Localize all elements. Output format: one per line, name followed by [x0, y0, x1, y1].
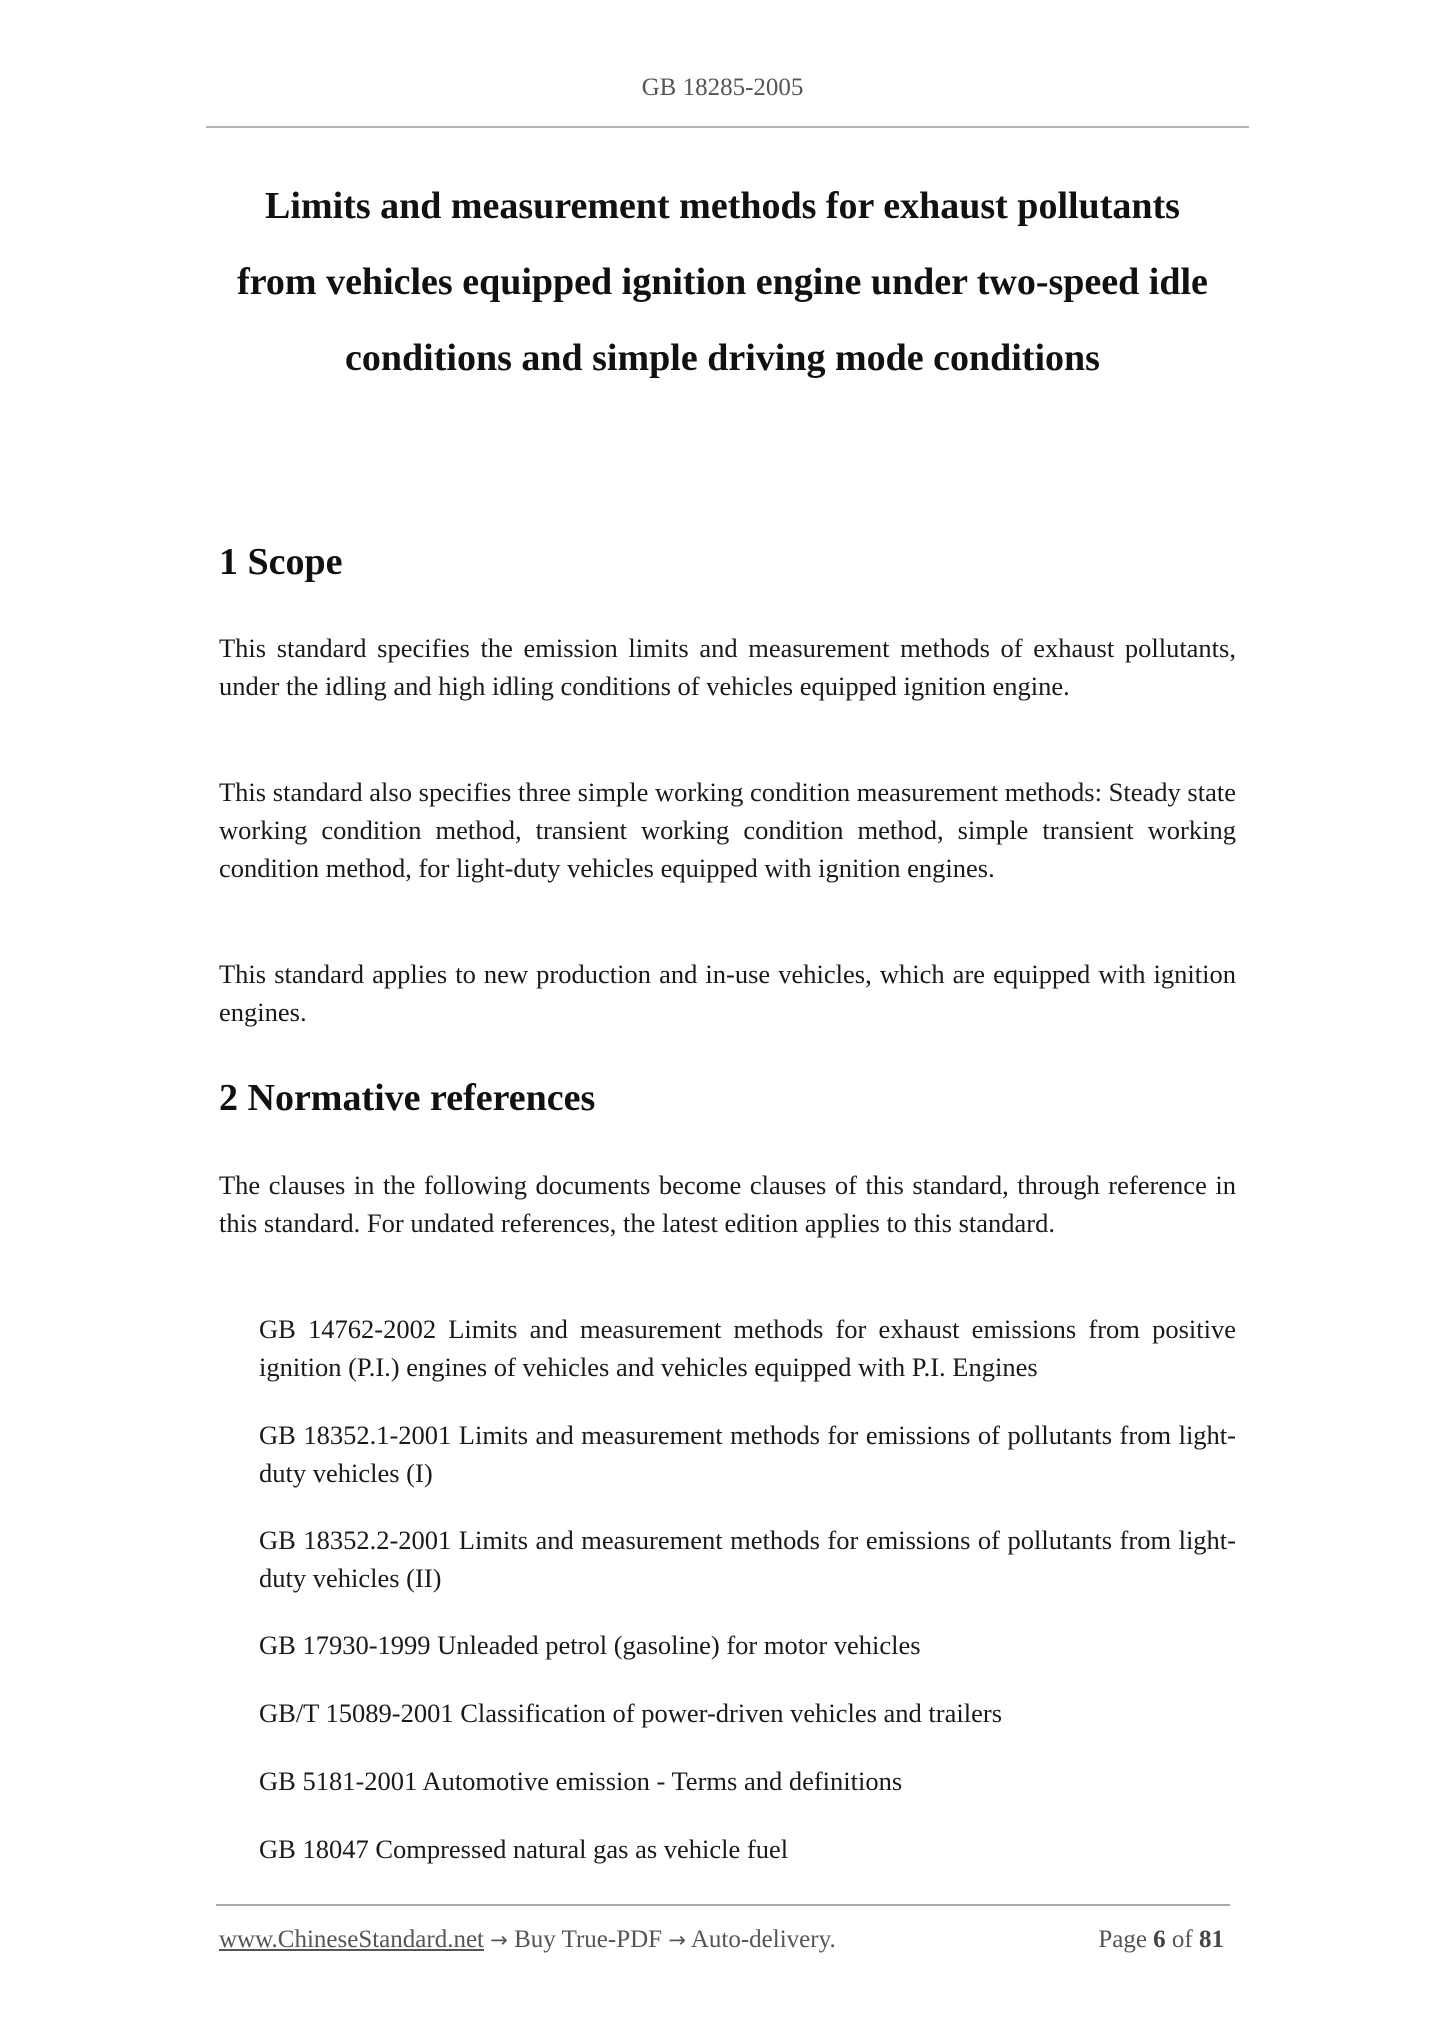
total-pages: 81	[1199, 1926, 1224, 1953]
footer-divider	[216, 1904, 1230, 1906]
document-title	[200, 168, 1245, 396]
paragraph: This standard applies to new production and in-use vehicles, which are equipped with ignition engines.	[219, 959, 1236, 1027]
reference-item: GB 18352.2-2001 Limits and measurement methods for emissions of pollutants from light-duty vehicles (II)	[259, 1525, 1236, 1593]
page-header-doc-code: GB 18285-2005	[641, 74, 804, 101]
header-divider	[206, 126, 1249, 128]
title-line: conditions and simple driving mode conditions	[345, 337, 1100, 379]
paragraph: The clauses in the following documents become clauses of this standard, through reference in this standard. For undated references, the latest edition applies to this standard.	[219, 1170, 1236, 1238]
website-link[interactable]: www.ChineseStandard.net	[219, 1926, 484, 1953]
reference-item: GB 17930-1999 Unleaded petrol (gasoline) for motor vehicles	[259, 1630, 921, 1660]
reference-item: GB 14762-2002 Limits and measurement methods for exhaust emissions from positive ignition (P.I.) engines of vehicles and vehicles equipped with P.I. Engines	[259, 1314, 1236, 1382]
reference-item: GB 18047 Compressed natural gas as vehicle fuel	[259, 1834, 789, 1864]
reference-item: GB 5181-2001 Automotive emission - Terms and definitions	[259, 1766, 903, 1796]
section-heading: 2 Normative references	[219, 1077, 596, 1119]
paragraph: This standard also specifies three simple working condition measurement methods: Steady state working condition method, transient working condition method, simple transient working condition method, for light-duty vehicles equipped with ignition engines.	[219, 777, 1236, 883]
references-intro	[219, 1166, 1236, 1242]
reference-item: GB/T 15089-2001 Classification of power-driven vehicles and trailers	[259, 1698, 1003, 1728]
reference-item: GB 18352.1-2001 Limits and measurement methods for emissions of pollutants from light-duty vehicles (I)	[259, 1420, 1236, 1488]
title-line: Limits and measurement methods for exhaust pollutants	[265, 185, 1180, 227]
scope-paragraph-3	[219, 955, 1236, 1031]
section-scope	[219, 540, 1236, 584]
footer-segment: Auto-delivery.	[690, 1926, 836, 1953]
footer-segment: Buy True-PDF	[514, 1926, 663, 1953]
current-page: 6	[1153, 1926, 1166, 1953]
scope-paragraph-1	[219, 629, 1236, 705]
section-normative-references	[219, 1076, 1236, 1120]
paragraph: This standard specifies the emission limits and measurement methods of exhaust pollutants, under the idling and high idling conditions of vehicles equipped ignition engine.	[219, 633, 1236, 701]
footer-promo	[219, 1926, 836, 1954]
page-number: Page 6 of 81	[1098, 1926, 1224, 1953]
title-line: from vehicles equipped ignition engine under two-speed idle	[237, 261, 1208, 303]
arrow-right-icon: →	[668, 1928, 686, 1952]
section-heading: 1 Scope	[219, 541, 343, 583]
arrow-right-icon: →	[490, 1928, 508, 1952]
scope-paragraph-2	[219, 773, 1236, 887]
